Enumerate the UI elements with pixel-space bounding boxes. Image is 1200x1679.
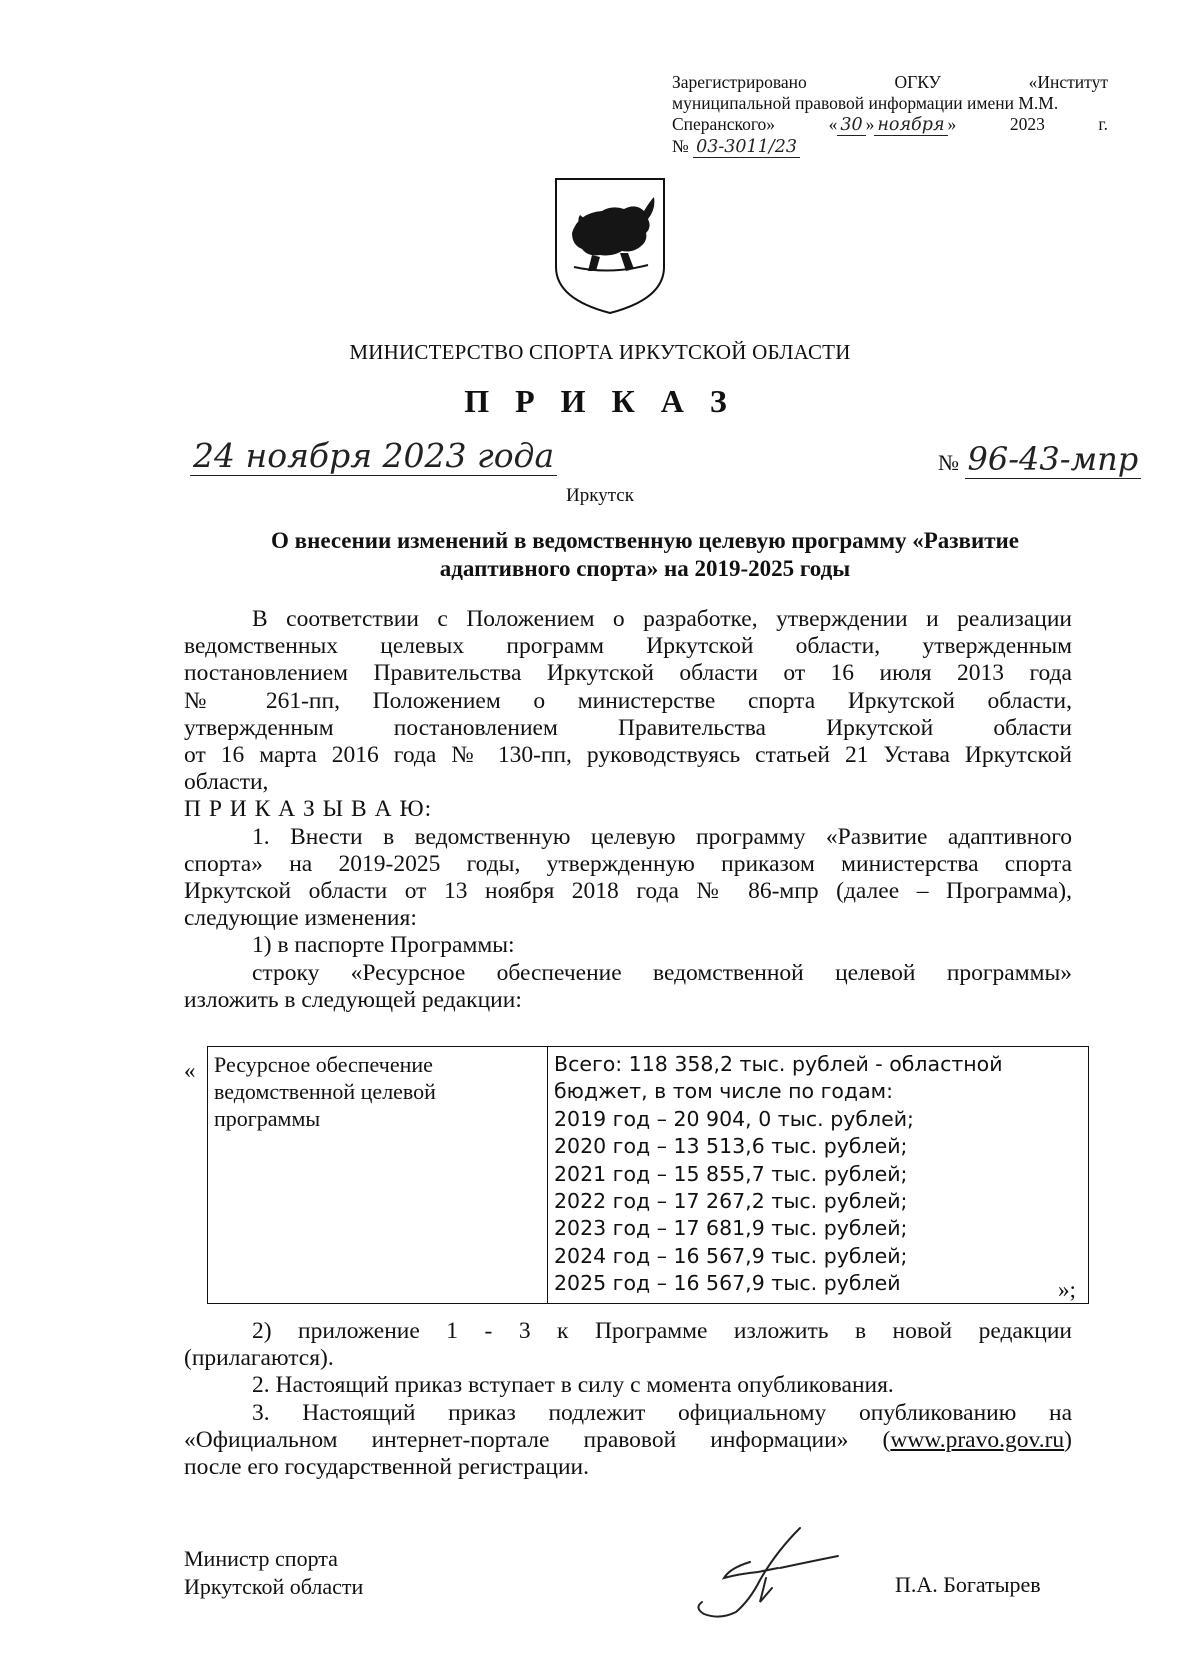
- registration-prefix: Сперанского»: [672, 114, 776, 134]
- registration-word-3: «Институт: [1028, 72, 1108, 92]
- ministry-name: МИНИСТЕРСТВО СПОРТА ИРКУТСКОЙ ОБЛАСТИ: [349, 340, 851, 364]
- resource-line: 2022 год – 17 267,2 тыс. рублей;: [554, 1189, 908, 1214]
- item-3-line: 3. Настоящий приказ подлежит официальному опубликованию на: [252, 1399, 1072, 1426]
- preamble-line: постановлением Правительства Иркутской области от 16 июля 2013 года: [184, 660, 1072, 687]
- registration-word-1: Зарегистрировано: [672, 72, 807, 92]
- resource-table: [207, 1046, 1089, 1304]
- item-1-1-title: 1) в паспорте Программы:: [252, 932, 515, 959]
- resource-line: бюджет, в том числе по годам:: [554, 1079, 894, 1104]
- registration-stamp: [672, 72, 1108, 158]
- table-open-quote: «: [184, 1058, 196, 1083]
- item-3-line: после его государственной регистрации.: [184, 1454, 590, 1481]
- heading-line-1: О внесении изменений в ведомственную целевую программу «Развитие: [271, 528, 1019, 553]
- preamble-line: области,: [184, 769, 269, 796]
- order-number-label: №: [938, 450, 959, 475]
- registration-number: 03-3011/23: [693, 137, 800, 158]
- item-3-text-end: ): [1064, 1426, 1072, 1453]
- city: Иркутск: [566, 485, 634, 506]
- registration-number-label: №: [672, 136, 689, 156]
- item-1-line: Иркутской области от 13 ноября 2018 года № 86-мпр (далее – Программа),: [184, 878, 1072, 905]
- preamble-line: от 16 марта 2016 года № 130-пп, руководствуясь статьей 21 Устава Иркутской: [184, 742, 1072, 769]
- handwritten-signature-icon: [680, 1522, 850, 1622]
- item-3-text: «Официальном интернет-портале правовой информации» (: [184, 1426, 891, 1453]
- pravo-link[interactable]: www.pravo.gov.ru: [890, 1426, 1065, 1453]
- resource-line: 2024 год – 16 567,9 тыс. рублей;: [554, 1243, 908, 1268]
- order-word: П Р И К А З Ы В А Ю:: [184, 796, 433, 823]
- registration-line-1: [672, 72, 1108, 93]
- preamble-line: утвержденным постановлением Правительства Иркутской области: [184, 714, 1072, 741]
- order-date: 24 ноября 2023 года: [190, 436, 557, 476]
- resource-line: 2021 год – 15 855,7 тыс. рублей;: [554, 1161, 908, 1186]
- registration-day: 30: [837, 115, 865, 136]
- preamble-line: № 261-пп, Положением о министерстве спорта Иркутской области,: [184, 687, 1072, 714]
- resource-line: 2020 год – 13 513,6 тыс. рублей;: [554, 1134, 908, 1159]
- order-number: [938, 440, 1141, 478]
- item-1-1-line: изложить в следующей редакции:: [184, 986, 522, 1013]
- item-1-line: спорта» на 2019-2025 годы, утвержденную приказом министерства спорта: [184, 850, 1072, 877]
- signatory-title-line-1: Министр спорта: [184, 1546, 338, 1571]
- resource-line: Всего: 118 358,2 тыс. рублей - областной: [554, 1052, 1003, 1076]
- preamble: [184, 606, 1072, 1014]
- coat-of-arms-icon: [552, 175, 668, 317]
- registration-year: 2023: [1009, 114, 1045, 134]
- preamble-line: ведомственных целевых программ Иркутской области, утвержденным: [184, 633, 1072, 660]
- signatory-title-line-2: Иркутской области: [184, 1574, 364, 1599]
- document-type: П Р И К А З: [464, 383, 736, 419]
- signatory-name: П.А. Богатырев: [895, 1572, 1041, 1597]
- registration-line-3: [672, 114, 1108, 136]
- order-number-handwritten: 96-43-мпр: [965, 440, 1142, 479]
- resource-table-value-cell: [548, 1047, 1088, 1303]
- order-date-handwritten: [190, 436, 557, 475]
- closing-items: [184, 1318, 1072, 1481]
- signatory-title: [184, 1545, 363, 1601]
- table-close-quote: »;: [1058, 1277, 1076, 1302]
- item-1-2-line: (прилагаются).: [184, 1345, 334, 1372]
- resource-line: 2025 год – 16 567,9 тыс. рублей: [554, 1271, 901, 1296]
- item-3-line: [184, 1427, 1072, 1454]
- registration-word-2: ОГКУ: [894, 72, 941, 92]
- item-1-1-line: строку «Ресурсное обеспечение ведомственной целевой программы»: [252, 959, 1072, 986]
- registration-line-4: [672, 136, 1108, 158]
- item-1-line: следующие изменения:: [184, 905, 417, 932]
- registration-year-suffix: г.: [1098, 114, 1108, 134]
- resource-line: 2023 год – 17 681,9 тыс. рублей;: [554, 1216, 908, 1241]
- resource-line: 2019 год – 20 904, 0 тыс. рублей;: [554, 1106, 914, 1131]
- item-1-2-line: 2) приложение 1 - 3 к Программе изложить в новой редакции: [252, 1318, 1072, 1344]
- document-heading: [205, 527, 1085, 583]
- registration-date: « 30 » ноября »: [828, 114, 957, 135]
- preamble-line: В соответствии с Положением о разработке, утверждении и реализации: [252, 606, 1072, 632]
- registration-month: ноября: [874, 115, 947, 136]
- resource-table-label-cell: Ресурсное обеспечение ведомственной целевой программы: [208, 1047, 548, 1303]
- item-2: 2. Настоящий приказ вступает в силу с момента опубликования.: [252, 1372, 894, 1399]
- registration-line-2: муниципальной правовой информации имени М.М.: [672, 93, 1059, 113]
- heading-line-2: адаптивного спорта» на 2019-2025 годы: [439, 556, 851, 581]
- item-1-line: 1. Внести в ведомственную целевую программу «Развитие адаптивного: [252, 823, 1072, 850]
